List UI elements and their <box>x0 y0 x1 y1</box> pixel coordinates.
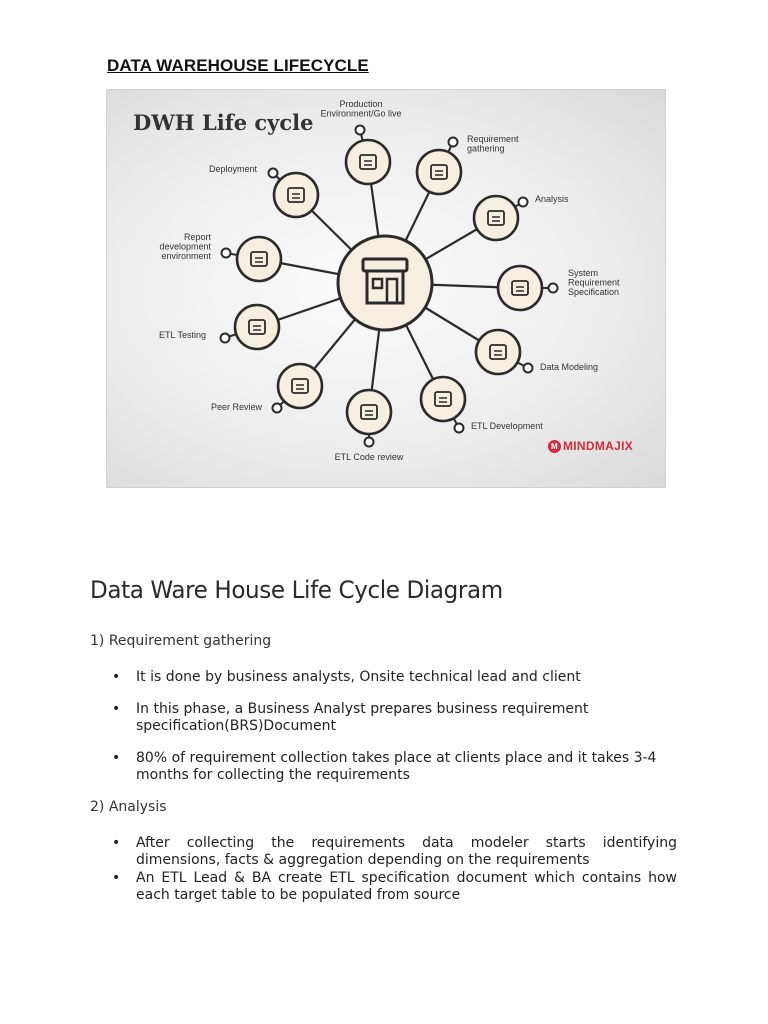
label-dot <box>365 438 374 447</box>
lifecycle-node <box>237 237 281 281</box>
section-title-analysis: 2) Analysis <box>90 799 167 815</box>
list-item-text: An ETL Lead & BA create ETL specification document which contains how each target table to be populated from source <box>136 870 677 903</box>
lifecycle-node-ring <box>274 173 318 217</box>
lifecycle-node <box>278 364 322 408</box>
diagram-canvas <box>107 90 665 487</box>
label-dot <box>519 198 528 207</box>
label-dot <box>524 364 533 373</box>
lifecycle-node <box>474 196 518 240</box>
lifecycle-node-ring <box>476 330 520 374</box>
list-item <box>90 669 677 686</box>
lifecycle-node-label-line: Requirement <box>568 277 620 288</box>
lifecycle-node-ring <box>237 237 281 281</box>
brand-logo <box>548 439 633 453</box>
lifecycle-node-label-line: Requirement <box>467 134 519 144</box>
lifecycle-node <box>274 173 318 217</box>
label-dot <box>221 334 230 343</box>
bullet-marker: • <box>112 835 121 851</box>
brand-logo-mark: M <box>548 440 561 453</box>
lifecycle-node-ring <box>347 390 391 434</box>
list-item <box>90 701 677 735</box>
lifecycle-node-ring <box>474 196 518 240</box>
lifecycle-node-label-line: Specification <box>568 287 620 297</box>
list-item-text: It is done by business analysts, Onsite technical lead and client <box>136 669 581 685</box>
lifecycle-node-label-line: gathering <box>467 143 505 154</box>
lifecycle-node <box>346 140 390 184</box>
list-item-text: After collecting the requirements data modeler starts identifying dimensions, facts & aggregation depending on the requirements <box>136 835 677 868</box>
label-dot <box>356 126 365 135</box>
lifecycle-node-label-line: ETL Code review <box>334 452 404 462</box>
lifecycle-node-ring <box>417 150 461 194</box>
lifecycle-node-label-line: Production <box>339 99 383 109</box>
diagram-title: DWH Life cycle <box>133 110 314 135</box>
lifecycle-node-label <box>335 452 404 462</box>
document-title: DATA WAREHOUSE LIFECYCLE <box>107 56 369 75</box>
label-dot <box>549 284 558 293</box>
lifecycle-node-label <box>320 99 401 119</box>
section-title-requirement-gathering: 1) Requirement gathering <box>90 633 272 649</box>
label-dot <box>222 249 231 258</box>
list-item <box>90 750 677 784</box>
lifecycle-node-label <box>159 232 211 261</box>
lifecycle-node-label <box>467 134 519 154</box>
bullet-marker: • <box>112 701 121 717</box>
lifecycle-node <box>347 390 391 434</box>
bullet-marker: • <box>112 669 121 685</box>
lifecycle-node-label <box>209 164 258 174</box>
hub-circle <box>338 236 432 330</box>
lifecycle-node-label <box>471 421 543 431</box>
label-dot <box>455 424 464 433</box>
lifecycle-node-label-line: Peer Review <box>211 402 263 412</box>
list-item-text: In this phase, a Business Analyst prepares business requirement specification(BRS)Document <box>136 701 589 734</box>
page-heading: Data Ware House Life Cycle Diagram <box>90 576 503 604</box>
label-dot <box>269 169 278 178</box>
dwh-lifecycle-diagram <box>107 90 665 487</box>
lifecycle-node-label <box>211 402 263 412</box>
lifecycle-node-label-line: Deployment <box>208 164 257 174</box>
lifecycle-node-ring <box>278 364 322 408</box>
label-dot <box>449 138 458 147</box>
lifecycle-node-label-line: Environment/Go live <box>320 108 402 119</box>
lifecycle-node-label-line: Report <box>183 232 211 242</box>
list-item <box>90 870 677 904</box>
lifecycle-node-label-line: Data Modeling <box>540 362 599 372</box>
lifecycle-node-ring <box>346 140 390 184</box>
lifecycle-node <box>476 330 520 374</box>
lifecycle-node <box>235 305 279 349</box>
label-dot <box>273 404 282 413</box>
lifecycle-node-ring <box>498 266 542 310</box>
lifecycle-node-label <box>535 194 569 204</box>
lifecycle-node-label <box>540 362 598 372</box>
lifecycle-node <box>498 266 542 310</box>
lifecycle-node-label-line: ETL Development <box>471 421 543 431</box>
lifecycle-node-label-line: development <box>159 241 211 252</box>
lifecycle-node-label-line: ETL Testing <box>159 330 207 340</box>
bullet-marker: • <box>112 870 121 886</box>
bullet-marker: • <box>112 750 121 766</box>
list-item <box>90 835 677 869</box>
list-item-text: 80% of requirement collection takes place at clients place and it takes 3-4 months for collecting the requirements <box>136 750 657 783</box>
lifecycle-node-label <box>568 268 620 297</box>
brand-name: MINDMAJIX <box>563 439 634 453</box>
lifecycle-node-ring <box>421 377 465 421</box>
lifecycle-node <box>417 150 461 194</box>
lifecycle-node-ring <box>235 305 279 349</box>
lifecycle-node-label-line: Analysis <box>535 194 569 204</box>
lifecycle-node-label <box>159 330 206 340</box>
analysis-list <box>90 835 677 904</box>
lifecycle-node-label-line: environment <box>161 251 211 261</box>
lifecycle-node-label-line: System <box>568 268 599 278</box>
requirement-gathering-list <box>90 669 677 784</box>
lifecycle-node <box>421 377 465 421</box>
